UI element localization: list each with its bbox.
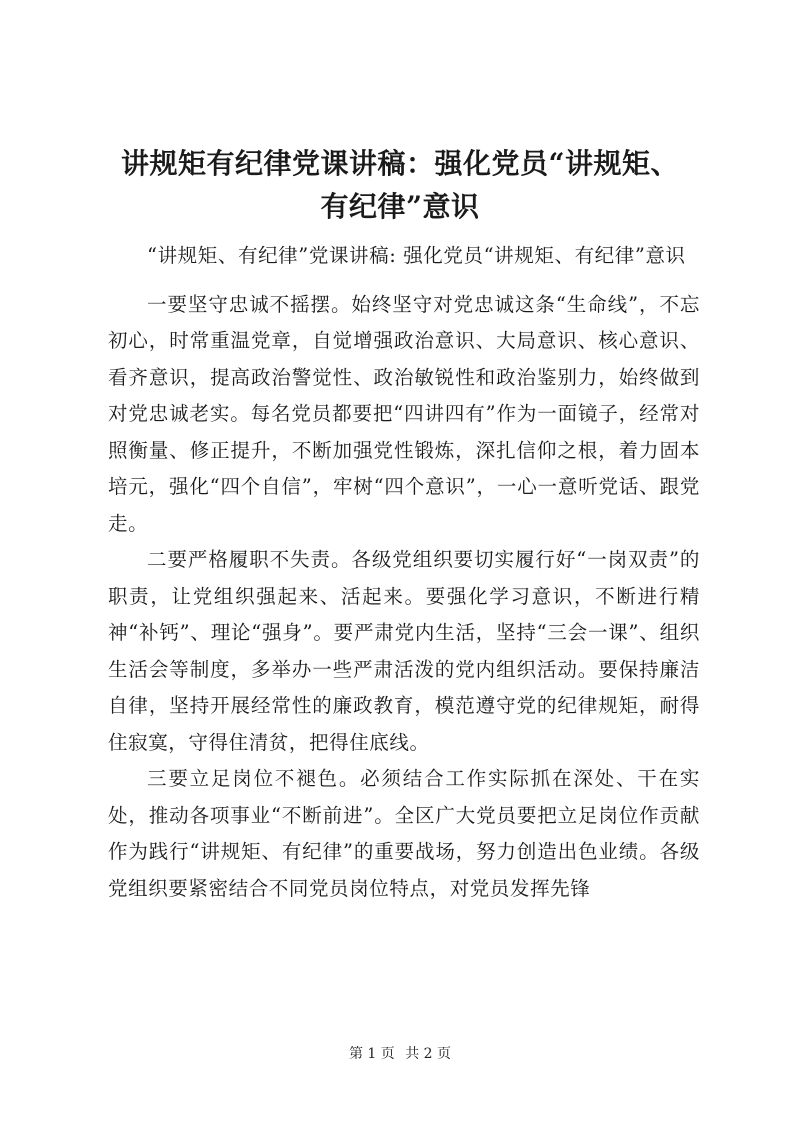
document-body: [108, 238, 700, 907]
title-line-1: 讲规矩有纪律党课讲稿：强化党员“讲规矩、: [120, 147, 680, 180]
title-line-2: 有纪律”意识: [320, 190, 480, 223]
paragraph-3: 三要立足岗位不褪色。必须结合工作实际抓在深处、干在实处，推动各项事业“不断前进”。全区广大党员要把立足岗位作贡献作为践行“讲规矩、有纪律”的重要战场，努力创造出色业绩。各级党组织要紧密结合不同党员岗位特点，对党员发挥先锋: [108, 767, 700, 900]
document-title: [96, 142, 704, 228]
paragraph-2: 二要严格履职不失责。各级党组织要切实履行好“一岗双责”的职责，让党组织强起来、活起来。要强化学习意识，不断进行精神“补钙”、理论“强身”。要严肃党内生活，坚持“三会一课”、组织生活会等制度，多举办一些严肃活泼的党内组织活动。要保持廉洁自律，坚持开展经常性的廉政教育，模范遵守党的纪律规矩，耐得住寂寞，守得住清贫，把得住底线。: [108, 548, 700, 754]
paragraph-1: 一要坚守忠诚不摇摆。始终坚守对党忠诚这条“生命线”，不忘初心，时常重温党章，自觉增强政治意识、大局意识、核心意识、看齐意识，提高政治警觉性、政治敏锐性和政治鉴别力，始终做到对党忠诚老实。每名党员都要把“四讲四有”作为一面镜子，经常对照衡量、修正提升，不断加强党性锻炼，深扎信仰之根，着力固本培元，强化“四个自信”，牢树“四个意识”，一心一意听党话、跟党走。: [108, 292, 700, 535]
page-number: 第 1 页: [348, 1046, 395, 1062]
page-total: 共 2 页: [405, 1046, 452, 1062]
document-subtitle: “讲规矩、有纪律”党课讲稿: 强化党员“讲规矩、有纪律”意识: [147, 244, 686, 267]
page-footer: [0, 1043, 800, 1063]
